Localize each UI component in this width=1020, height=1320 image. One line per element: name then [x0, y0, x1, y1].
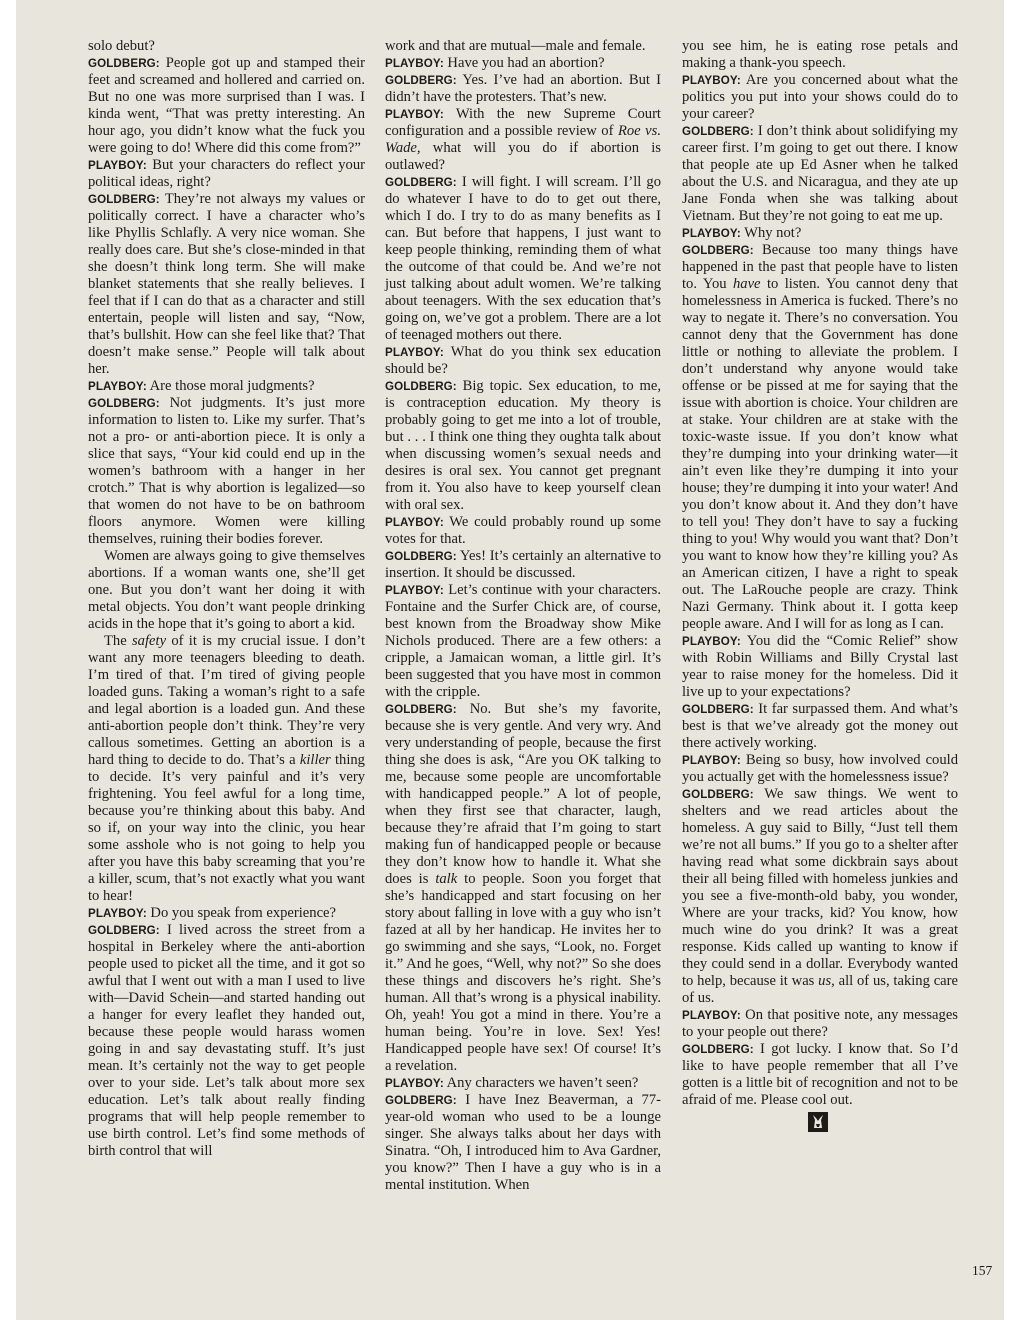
column-1 — [88, 38, 365, 1160]
speaker-label: PLAYBOY: — [88, 380, 147, 393]
paragraph-text: Any characters we haven’t seen? — [443, 1075, 639, 1091]
speaker-label: GOLDBERG: — [682, 703, 754, 716]
paragraph-text: People got up and stamped their feet and screamed and hollered and carried on. But no one was more surprised than I was. I kinda went, “That was pretty interesting. An hour ago, you didn’t know what the fuck you were going to do! Where did this come from?” — [88, 55, 365, 156]
paragraph-text: The — [104, 633, 132, 649]
paragraph — [682, 1041, 958, 1109]
emphasis-text: us, — [818, 973, 835, 989]
paragraph — [385, 582, 661, 701]
paragraph-text: thing to decide. It’s very painful and it’s very frightening. You feel awful for a long time, because you’re thinking about this baby. And so if, on your way into the clinic, you hear some asshole who is not going to help you after you have this baby screaming that you’re a killer, scum, that’s not exactly what you want to hear! — [88, 752, 365, 904]
speaker-label: GOLDBERG: — [385, 1094, 457, 1107]
speaker-label: PLAYBOY: — [385, 57, 444, 70]
paragraph — [682, 225, 958, 242]
paragraph — [88, 633, 365, 905]
paragraph — [88, 922, 365, 1160]
paragraph — [385, 514, 661, 548]
paragraph-text: I will fight. I will scream. I’ll go do whatever I have to do to get out there, which I do. I try to do as many benefits as I can. But before that happens, I just want to keep people thinking, reminding them of what the outcome of that could be. And we’re not just talking about adult women. We’re talking about teenagers. With the sex education that’s going on, we’ve got a problem. There are a lot of teenaged mothers out there. — [385, 174, 661, 343]
emphasis-text: have — [732, 276, 761, 292]
paragraph-text: Big topic. Sex education, to me, is contraception education. My theory is probably going to get me into a lot of trouble, but . . . I think one thing they oughta talk about when discussing women’s sexual needs and desires is oral sex. You cannot get pregnant from it. You also have to keep yourself clean with oral sex. — [385, 378, 661, 513]
speaker-label: PLAYBOY: — [385, 108, 444, 121]
paragraph: you see him, he is eating rose petals and making a thank-you speech. — [682, 38, 958, 71]
paragraph-text: They’re not always my values or politically correct. I have a character who’s like Phyllis Schlafly. A very nice woman. She really does care. But she’s close-minded in that she doesn’t think long term. She will make blanket statements that she really believes. I feel that if I can do that as a character and still entertain, people will listen and say, “Now, that’s bullshit. How can she feel like that? That doesn’t make sense.” People will talk about her. — [88, 191, 365, 377]
speaker-label: GOLDBERG: — [88, 924, 160, 937]
paragraph — [385, 1092, 661, 1194]
emphasis-text: killer — [299, 752, 331, 768]
speaker-label: GOLDBERG: — [682, 125, 754, 138]
paragraph — [385, 174, 661, 344]
paragraph — [682, 123, 958, 225]
rabbit-head-end-mark-icon — [808, 1112, 828, 1132]
paragraph-text: But your characters do reflect your political ideas, right? — [88, 157, 365, 190]
speaker-label: GOLDBERG: — [88, 397, 160, 410]
paragraph-text: to listen. You cannot deny that homelessness in America is fucked. There’s no way to negate it. There’s no conversation. You cannot deny that the Government has done little or nothing to alleviate the problem. I don’t understand why anyone would take offense or be pissed at me for saying that the issue with abortion is choice. Your children are at stake. Your children are at stake with the toxic-waste issue. If you don’t know what they’re dumping into your drinking water—it ain’t even like they’re dumping it into your house; they’re dumping it into your water! And you don’t know about it. And they don’t have to tell you! They don’t have to say a fucking thing to you! Why would you want that? Don’t you want to know how they’re killing you? As an American citizen, I have a right to speak out. The LaRouche people are crazy. Think Nazi Germany. Think about it. I gotta keep people aware. And I will for as long as I can. — [682, 276, 959, 632]
paragraph-text: We saw things. We went to shelters and we read articles about the homeless. A guy said to Billy, “Just tell them we’re not all bums.” If you go to a shelter after having read what some dickbrain says about their all being filled with homeless junkies and you see a five-month-old baby, you wonder, Where are your tracks, kid? You know, how much wine do you drink? It was a great response. Kids called up wanting to know if they could send in a dollar. Everybody wanted to help, because it was — [682, 786, 958, 989]
magazine-page — [16, 0, 1004, 1320]
paragraph — [385, 106, 661, 174]
paragraph-text: You did the “Comic Relief” show with Robin Williams and Billy Crystal last year to raise money for the homeless. Did it live up to your expectations? — [682, 633, 958, 700]
paragraph — [88, 157, 365, 191]
speaker-label: PLAYBOY: — [88, 907, 147, 920]
paragraph-text: Being so busy, how involved could you actually get with the homelessness issue? — [682, 752, 958, 785]
paragraph — [385, 344, 661, 378]
paragraph — [88, 395, 365, 548]
speaker-label: PLAYBOY: — [682, 754, 741, 767]
speaker-label: GOLDBERG: — [88, 193, 160, 206]
paragraph — [385, 701, 661, 1075]
paragraph-text: Not judgments. It’s just more information to listen to. Like my surfer. That’s not a pro- or anti-abortion piece. It is only a slice that says, “Your kid could end up in the women’s bathroom with a hanger in her crotch.” That is why abortion is legalized—so that women do not have to be on bathroom floors anymore. Women were killing themselves, ruining their bodies forever. — [88, 395, 365, 547]
paragraph — [682, 786, 958, 1007]
paragraph — [385, 1075, 661, 1092]
paragraph-text: of it is my crucial issue. I don’t want any more teenagers bleeding to death. I’m tired of that. I’m tired of giving people loaded guns. Taking a woman’s right to a safe and legal abortion is a loaded gun. And these anti-abortion people don’t think. They’re very callous sometimes. Getting an abortion is a hard thing to decide to do. That’s a — [88, 633, 365, 768]
paragraph — [682, 752, 958, 786]
speaker-label: PLAYBOY: — [682, 74, 741, 87]
speaker-label: GOLDBERG: — [682, 1043, 754, 1056]
speaker-label: PLAYBOY: — [385, 346, 444, 359]
paragraph-text: Have you had an abortion? — [443, 55, 605, 71]
speaker-label: GOLDBERG: — [88, 57, 160, 70]
paragraph — [385, 548, 661, 582]
paragraph-text: what will you do if abortion is outlawed? — [385, 140, 661, 173]
paragraph — [682, 701, 958, 752]
paragraph-text: Yes. I’ve had an abortion. But I didn’t have the protesters. That’s new. — [385, 72, 661, 105]
speaker-label: GOLDBERG: — [385, 550, 457, 563]
paragraph-text: With the new Supreme Court configuration and a possible review of — [385, 106, 661, 139]
paragraph — [88, 378, 365, 395]
paragraph — [88, 905, 365, 922]
emphasis-text: talk — [435, 871, 458, 887]
paragraph — [385, 378, 661, 514]
paragraph — [88, 191, 365, 378]
speaker-label: PLAYBOY: — [88, 159, 147, 172]
paragraph-text: I got lucky. I know that. So I’d like to have people remember that all I’ve gotten is a little bit of recognition and not to be afraid of me. Please cool out. — [682, 1041, 958, 1108]
column-2 — [385, 38, 661, 1194]
speaker-label: PLAYBOY: — [682, 227, 741, 240]
paragraph-text: Do you speak from experience? — [146, 905, 337, 921]
paragraph: work and that are mutual—male and female. — [385, 38, 646, 54]
paragraph — [682, 242, 958, 633]
speaker-label: GOLDBERG: — [385, 74, 457, 87]
paragraph-text: Are those moral judgments? — [146, 378, 315, 394]
speaker-label: GOLDBERG: — [385, 380, 457, 393]
speaker-label: PLAYBOY: — [385, 1077, 444, 1090]
page-number: 157 — [972, 1263, 993, 1278]
paragraph — [682, 633, 958, 701]
paragraph — [682, 1007, 958, 1041]
speaker-label: PLAYBOY: — [385, 584, 444, 597]
paragraph-text: Why not? — [740, 225, 802, 241]
speaker-label: GOLDBERG: — [682, 788, 754, 801]
speaker-label: PLAYBOY: — [682, 635, 741, 648]
emphasis-text: safety — [132, 633, 167, 649]
paragraph: Women are always going to give themselves abortions. If a woman wants one, she’ll get one. But you don’t want her doing it with metal objects. You don’t want people drinking acids in the hope that it’s going to abort a kid. — [88, 548, 365, 632]
paragraph-text: to people. Soon you forget that she’s handicapped and start focusing on her story about falling in love with a guy who isn’t fazed at all by her handicap. He invites her to go swimming and she says, “Look, no. Forget it.” And he goes, “Well, why not?” So she does these things and discovers he’s right. She’s human. All that’s wrong is a physical inability. Oh, yeah! You got a mind in there. You’re a human being. You’re in love. Sex! Yes! Handicapped people have sex! Of course! It’s a revelation. — [385, 871, 662, 1074]
paragraph — [682, 72, 958, 123]
paragraph — [88, 55, 365, 157]
paragraph-text: Because too many things have happened in the past that people have to listen to. You — [682, 242, 958, 292]
speaker-label: GOLDBERG: — [385, 176, 457, 189]
paragraph-text: We could probably round up some votes for that. — [385, 514, 661, 547]
paragraph-text: No. But she’s my favorite, because she is very gentle. And very wry. And very understanding of people, because the first thing she does is ask, “Are you OK talking to me, because some people are uncomfortable with handicapped people.” A lot of people, when they first see that character, laugh, because they’re afraid that I’m going to start making fun of handicapped people or because they don’t know how to handle it. What she does is — [385, 701, 661, 887]
column-3 — [682, 38, 958, 1132]
paragraph — [385, 72, 661, 106]
paragraph-text: It far surpassed them. And what’s best is that we’ve already got the money out there actively working. — [682, 701, 958, 751]
paragraph-text: Are you concerned about what the politics you put into your shows could do to your career? — [682, 72, 958, 122]
paragraph-text: What do you think sex education should be? — [385, 344, 661, 377]
paragraph-text: Yes! It’s certainly an alternative to insertion. It should be discussed. — [385, 548, 661, 581]
speaker-label: PLAYBOY: — [682, 1009, 741, 1022]
paragraph-text: On that positive note, any messages to your people out there? — [682, 1007, 958, 1040]
speaker-label: GOLDBERG: — [385, 703, 457, 716]
paragraph — [385, 55, 661, 72]
paragraph-text: Let’s continue with your characters. Fontaine and the Surfer Chick are, of course, best known from the Broadway show Mike Nichols produced. There are a few others: a cripple, a Jamaican woman, a little girl. It’s been suggested that you have most in common with the cripple. — [385, 582, 661, 700]
paragraph-text: I don’t think about solidifying my career first. I’m going to get out there. I know that people ate up Ed Asner when he talked about the U.S. and Nicaragua, and they ate up Jane Fonda when she was talking about Vietnam. But they’re not going to eat me up. — [682, 123, 958, 224]
paragraph-text: all of us, taking care of us. — [682, 973, 958, 1006]
paragraph: solo debut? — [88, 38, 155, 54]
speaker-label: PLAYBOY: — [385, 516, 444, 529]
paragraph-text: I lived across the street from a hospital in Berkeley where the anti-abortion people used to picket all the time, and it got so awful that I went out with a man I used to live with—David Schein—and started handing out a hanger for every leaflet they handed out, because these people would harass women going in and say devastating stuff. It’s just mean. It’s certainly not the way to get people over to your side. Let’s talk about more sex education. Let’s talk about really finding programs that will help people remember to use birth control. Let’s find some methods of birth control that will — [88, 922, 365, 1159]
speaker-label: GOLDBERG: — [682, 244, 754, 257]
emphasis-text: Roe vs. Wade, — [385, 123, 661, 156]
paragraph-text: I have Inez Beaverman, a 77-year-old woman who used to be a lounge singer. She always talks about her days with Sinatra. “Oh, I introduced him to Ava Gardner, you know?” Then I have a guy who is in a mental institution. When — [385, 1092, 661, 1193]
